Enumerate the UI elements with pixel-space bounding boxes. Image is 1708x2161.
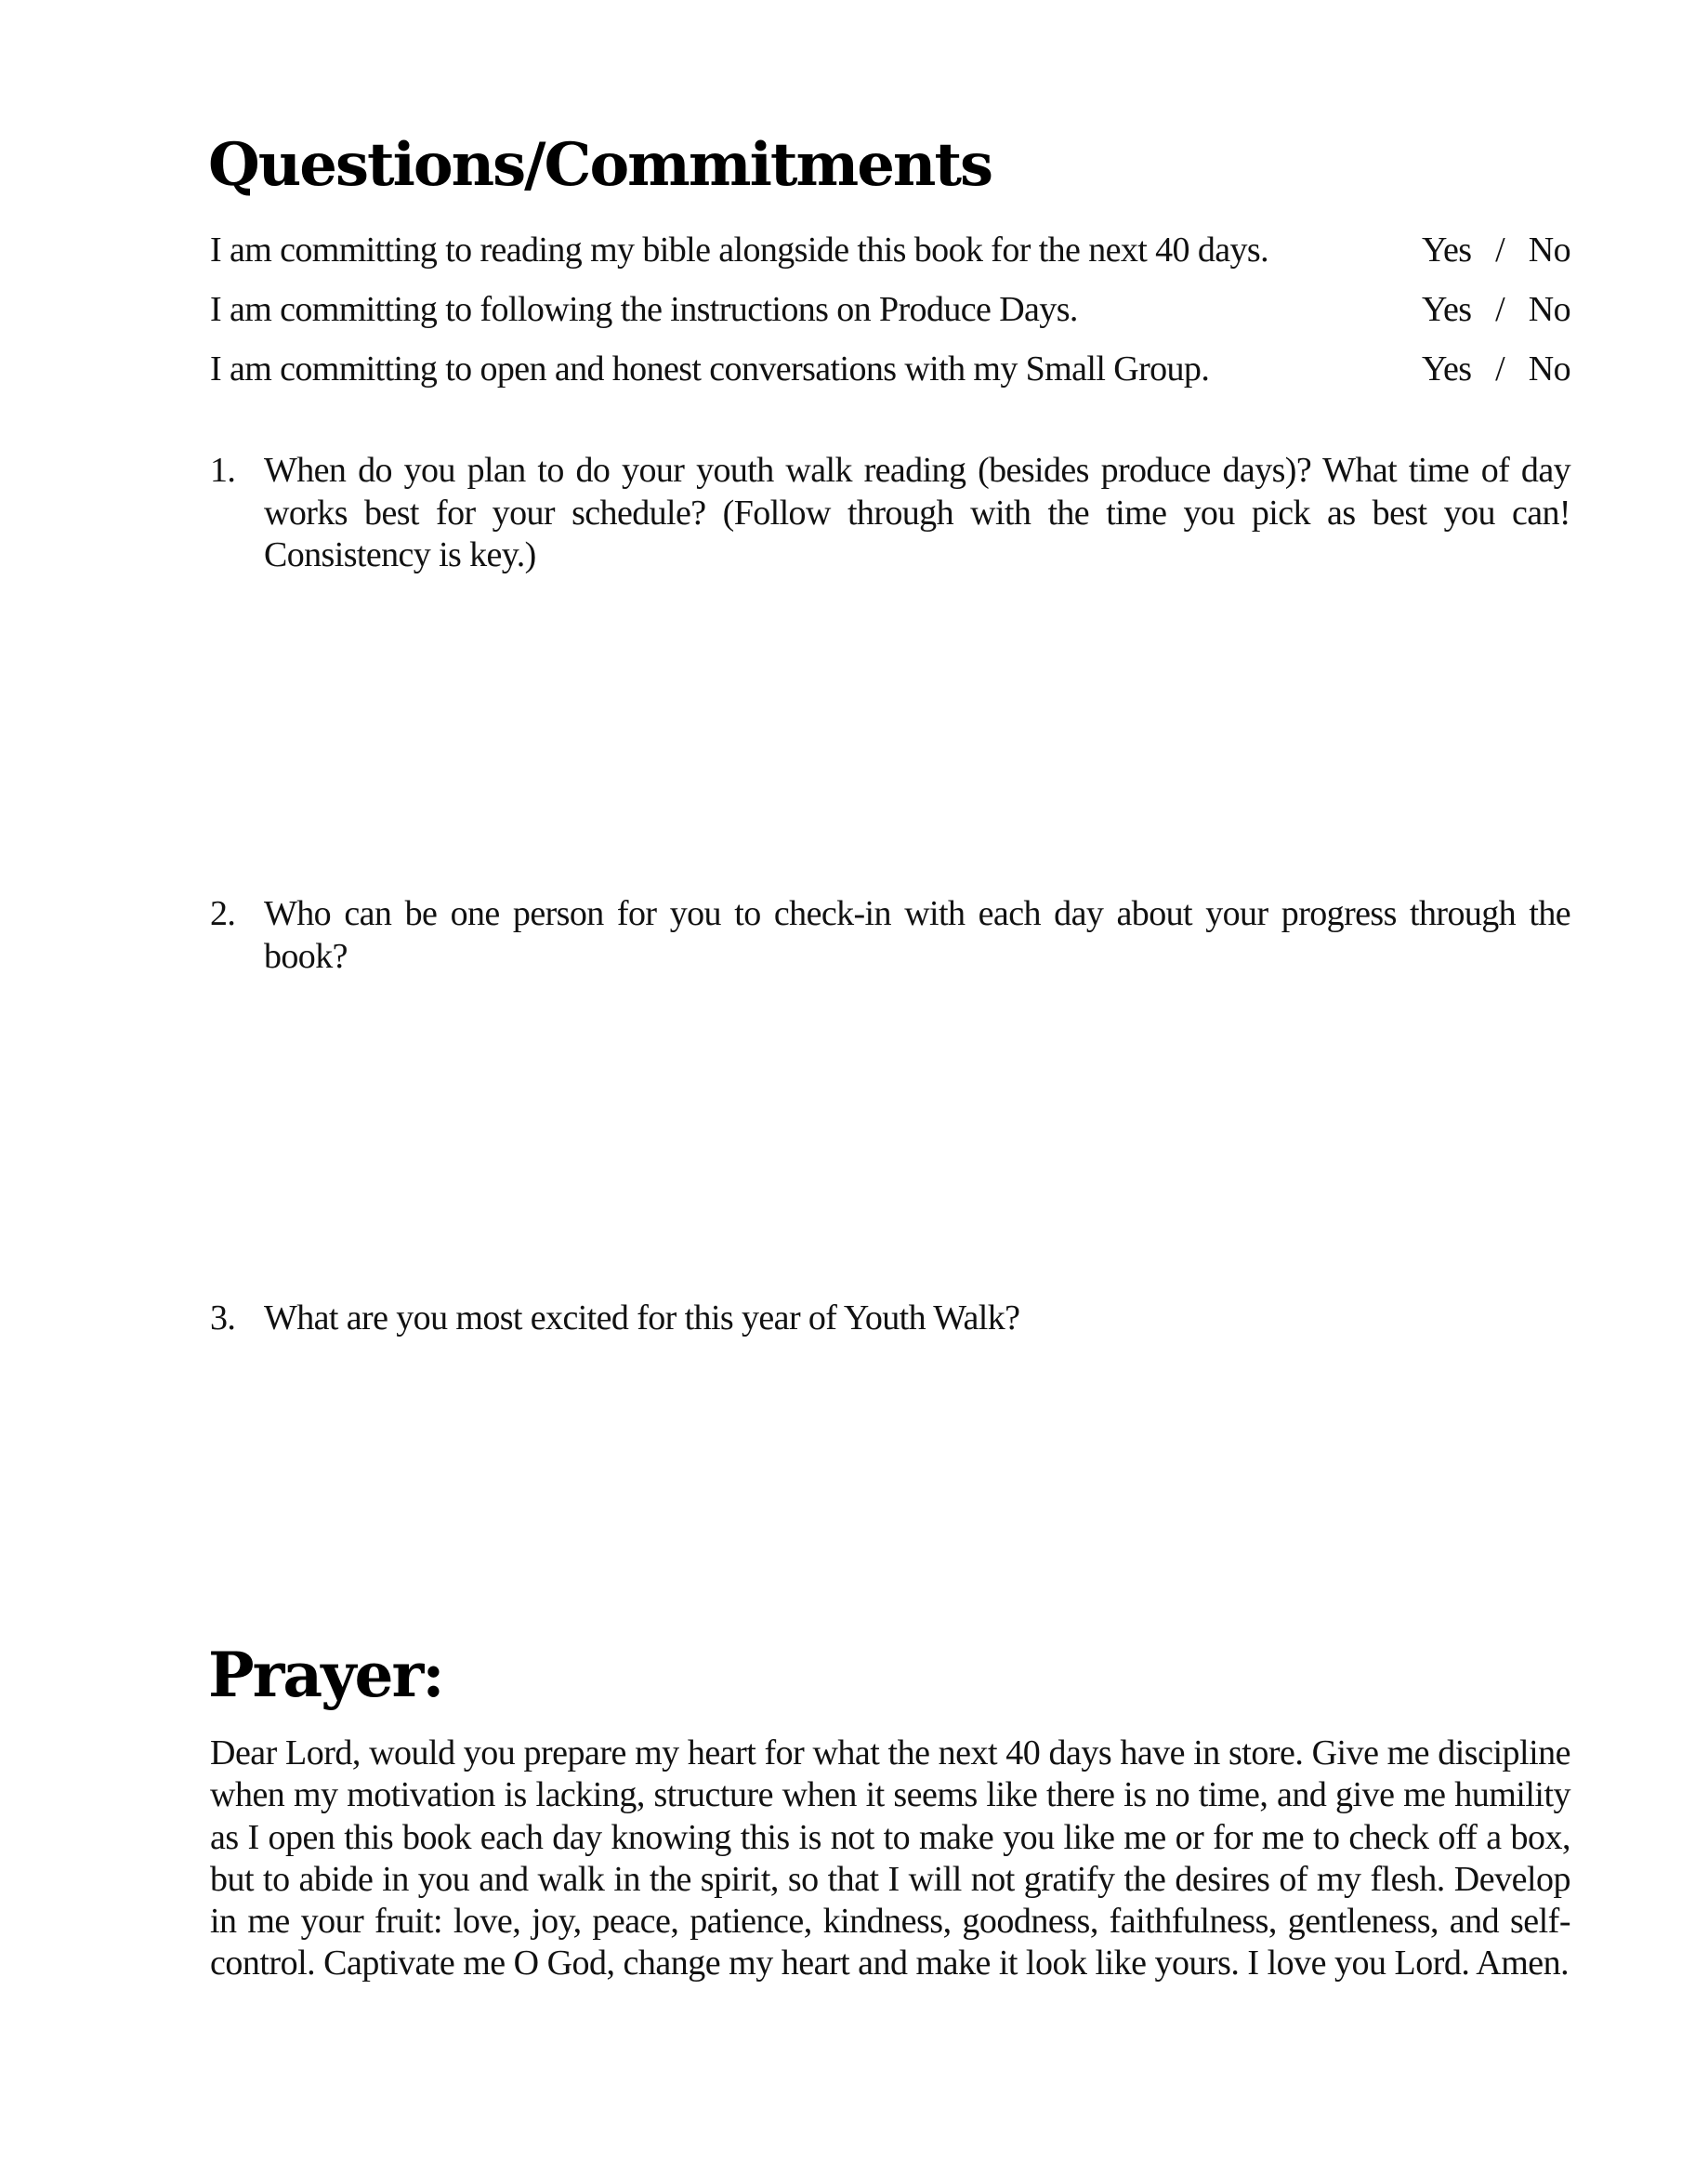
no-option[interactable]: No bbox=[1528, 290, 1570, 329]
yes-no-choice bbox=[1422, 348, 1570, 390]
commitment-row bbox=[210, 229, 1570, 271]
question-text: Who can be one person for you to check-in with each day about your progress through the book? bbox=[264, 894, 1570, 976]
separator: / bbox=[1495, 349, 1505, 389]
prayer-heading: Prayer: bbox=[208, 1639, 443, 1711]
commitment-text: I am committing to following the instructions on Produce Days. bbox=[210, 290, 1078, 329]
commitment-text: I am committing to reading my bible alongside this book for the next 40 days. bbox=[210, 231, 1268, 270]
no-option[interactable]: No bbox=[1528, 349, 1570, 389]
question-text: When do you plan to do your youth walk reading (besides produce days)? What time of day works best for your schedule? (Follow through with the time you pick as best you can! Consistency is key.) bbox=[264, 451, 1570, 574]
commitment-text: I am committing to open and honest conversations with my Small Group. bbox=[210, 349, 1210, 389]
question-text: What are you most excited for this year of Youth Walk? bbox=[264, 1298, 1020, 1337]
question-item bbox=[210, 893, 1570, 978]
yes-option[interactable]: Yes bbox=[1422, 349, 1472, 389]
questions-commitments-heading: Questions/Commitments bbox=[208, 130, 992, 200]
yes-option[interactable]: Yes bbox=[1422, 231, 1472, 270]
separator: / bbox=[1495, 290, 1505, 329]
yes-no-choice bbox=[1422, 288, 1570, 331]
question-item bbox=[210, 450, 1570, 577]
no-option[interactable]: No bbox=[1528, 231, 1570, 270]
question-item bbox=[210, 1298, 1570, 1340]
prayer-text: Dear Lord, would you prepare my heart for what the next 40 days have in store. Give me discipline when my motivation is lacking, structure when it seems like there is no time, and give me humility as I open this book each day knowing this is not to make you like me or for me to check off a box, but to abide in you and walk in the spirit, so that I will not gratify the desires of my flesh. Develop in me your fruit: love, joy, peace, patience, kindness, goodness, faithfulness, gentleness, and self-control. Captivate me O God, change my heart and make it look like yours. I love you Lord. Amen. bbox=[210, 1733, 1570, 1983]
question-number: 1. bbox=[210, 451, 236, 490]
question-number: 3. bbox=[210, 1298, 236, 1337]
yes-no-choice bbox=[1422, 229, 1570, 271]
yes-option[interactable]: Yes bbox=[1422, 290, 1472, 329]
commitment-row bbox=[210, 348, 1570, 390]
commitment-row bbox=[210, 288, 1570, 331]
separator: / bbox=[1495, 231, 1505, 270]
question-number: 2. bbox=[210, 894, 236, 933]
